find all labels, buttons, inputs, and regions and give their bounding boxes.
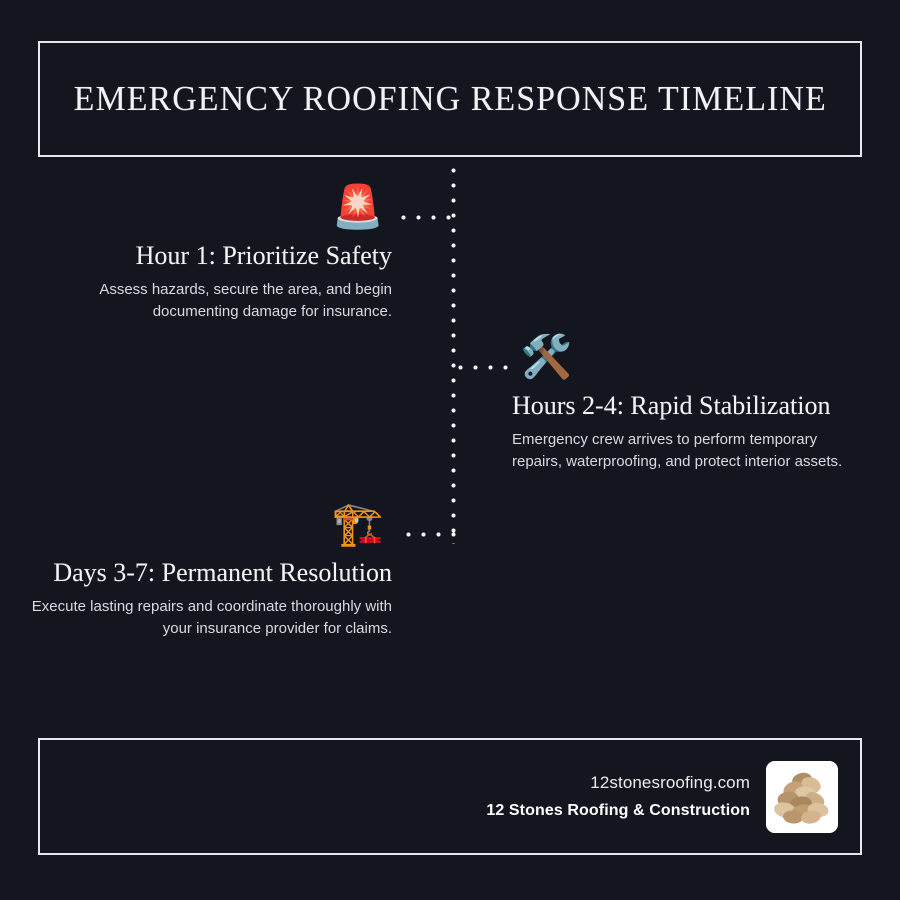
footer-banner (38, 738, 862, 855)
header-banner (38, 41, 862, 157)
company-name: 12 Stones Roofing & Construction (486, 802, 750, 819)
stacked-stones-logo (766, 761, 838, 833)
timeline-connector-1 (401, 215, 451, 220)
timeline-connector-2 (458, 365, 508, 370)
page-title: EMERGENCY ROOFING RESPONSE TIMELINE (73, 79, 827, 118)
timeline-item-3-title: Days 3-7: Permanent Resolution (53, 558, 392, 587)
timeline-item-1-description: Assess hazards, secure the area, and begin documenting damage for insurance. (99, 281, 392, 320)
timeline-item-2-description: Emergency crew arrives to perform temporary repairs, waterproofing, and protect interior assets. (512, 431, 843, 470)
footer-text-block (486, 773, 750, 820)
timeline-connector-3 (406, 532, 456, 537)
timeline-item-1-title: Hour 1: Prioritize Safety (135, 241, 392, 270)
timeline-dotted-spine (451, 168, 456, 544)
timeline-item-3-description: Execute lasting repairs and coordinate thoroughly with your insurance provider for claims. (31, 598, 392, 637)
timeline-item-2 (512, 333, 862, 472)
timeline-item-3 (12, 500, 392, 639)
timeline-item-2-title: Hours 2-4: Rapid Stabilization (512, 391, 831, 420)
police-car-light-icon: 🚨 (331, 183, 384, 230)
hammer-and-wrench-icon: 🛠️ (520, 333, 573, 380)
footer-content (486, 740, 838, 853)
building-construction-crane-icon: 🏗️ (331, 500, 384, 547)
website-url[interactable]: 12stonesroofing.com (590, 773, 750, 792)
timeline-item-1 (12, 183, 392, 322)
